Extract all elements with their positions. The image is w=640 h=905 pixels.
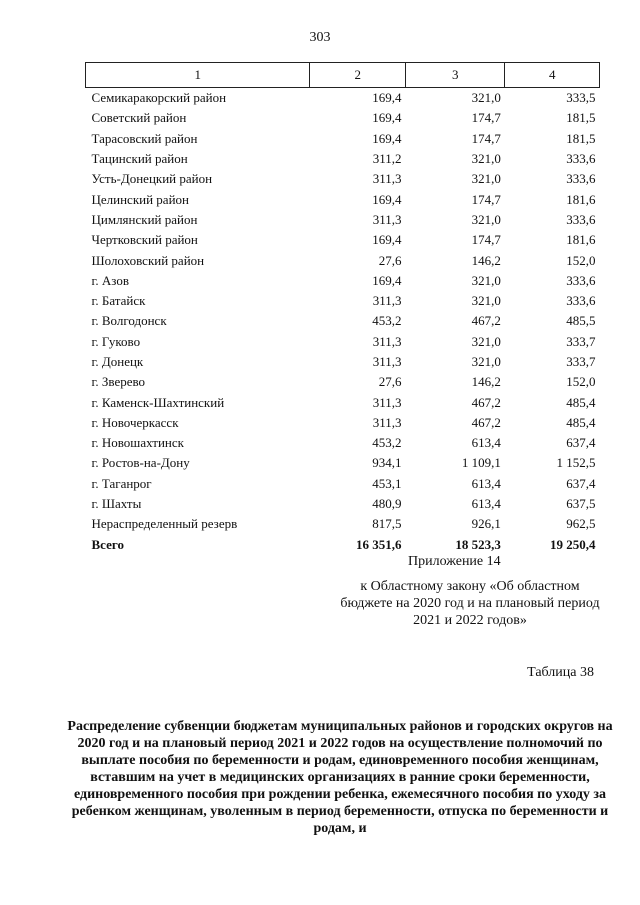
table-row	[86, 453, 600, 473]
district-name: г. Шахты	[91, 496, 142, 512]
value-2020: 311,3	[372, 394, 402, 410]
total-district-name: Всего	[91, 536, 124, 552]
table-row	[86, 413, 600, 433]
value-2021: 146,2	[471, 252, 501, 268]
value-2022: 333,6	[566, 211, 596, 227]
value-2020: 169,4	[372, 232, 402, 248]
district-name: г. Ростов-на-Дону	[91, 455, 190, 471]
value-2021: 613,4	[471, 496, 501, 512]
table-row	[86, 230, 600, 250]
value-2021: 467,2	[471, 313, 501, 329]
table-row	[86, 129, 600, 149]
value-2021: 467,2	[471, 394, 501, 410]
value-2022: 181,5	[566, 130, 596, 146]
value-2020: 453,2	[372, 313, 402, 329]
district-name: Тацинский район	[91, 151, 188, 167]
value-2022: 333,6	[566, 151, 596, 167]
table-row	[86, 271, 600, 291]
appendix-subtitle: к Областному закону «Об областном бюджете на 2020 год и на плановый период 2021 и 2022 годов»	[340, 579, 600, 628]
table-header-row	[86, 63, 600, 88]
value-2022: 333,6	[566, 293, 596, 309]
district-name: г. Волгодонск	[91, 313, 167, 329]
district-name: г. Новошахтинск	[91, 435, 184, 451]
value-2020: 480,9	[372, 496, 402, 512]
table-row	[86, 474, 600, 494]
table-row	[86, 352, 600, 372]
value-2020: 169,4	[372, 191, 402, 207]
header-col-3: 3	[406, 63, 505, 88]
table-body	[86, 88, 600, 555]
value-2021: 321,0	[471, 171, 501, 187]
value-2020: 817,5	[372, 516, 402, 532]
value-2021: 321,0	[471, 151, 501, 167]
value-2020: 169,4	[372, 110, 402, 126]
value-2022: 333,6	[566, 272, 596, 288]
header-col-1: 1	[86, 63, 310, 88]
table-row	[86, 250, 600, 270]
table-row	[86, 88, 600, 109]
table-label: Таблица 38	[527, 665, 594, 680]
value-2020: 169,4	[372, 130, 402, 146]
table-row	[86, 392, 600, 412]
table-row	[86, 149, 600, 169]
district-name: Чертковский район	[91, 232, 198, 248]
value-2022: 1 152,5	[556, 455, 596, 471]
value-2020: 311,3	[372, 211, 402, 227]
value-2021: 174,7	[471, 191, 501, 207]
value-2020: 27,6	[378, 374, 402, 390]
value-2021: 321,0	[471, 293, 501, 309]
value-2022: 152,0	[566, 252, 596, 268]
value-2021: 321,0	[471, 272, 501, 288]
subsidy-table	[85, 62, 600, 555]
value-2020: 169,4	[372, 272, 402, 288]
district-name: Усть-Донецкий район	[91, 171, 213, 187]
value-2022: 333,6	[566, 171, 596, 187]
value-2020: 311,3	[372, 354, 402, 369]
value-2022: 637,4	[566, 435, 596, 451]
value-2021: 1 109,1	[461, 455, 501, 471]
value-2022: 333,7	[566, 333, 596, 349]
district-name: Семикаракорский район	[91, 90, 227, 106]
table-row	[86, 332, 600, 352]
appendix-title: Приложение 14	[408, 554, 501, 569]
table-row	[86, 210, 600, 230]
value-2022: 333,7	[566, 354, 596, 369]
value-2022: 962,5	[566, 516, 596, 532]
district-name: Советский район	[91, 110, 187, 126]
value-2021: 467,2	[471, 414, 501, 430]
district-name: г. Каменск-Шахтинский	[91, 394, 225, 410]
district-name: г. Азов	[91, 272, 129, 288]
value-2021: 321,0	[471, 90, 501, 106]
table-row	[86, 108, 600, 128]
table-row	[86, 372, 600, 392]
value-2020: 311,3	[372, 414, 402, 430]
district-name: г. Новочеркасск	[91, 414, 179, 430]
district-name: Цимлянский район	[91, 211, 198, 227]
district-name: Тарасовский район	[91, 130, 198, 146]
total-value-2021: 18 523,3	[455, 536, 501, 552]
value-2022: 637,5	[566, 496, 596, 512]
total-value-2022: 19 250,4	[550, 536, 596, 552]
value-2021: 146,2	[471, 374, 501, 390]
value-2022: 637,4	[566, 475, 596, 491]
table-row	[86, 189, 600, 209]
value-2021: 613,4	[471, 435, 501, 451]
value-2020: 311,3	[372, 333, 402, 349]
value-2020: 311,3	[372, 293, 402, 309]
value-2022: 181,6	[566, 232, 596, 248]
value-2021: 174,7	[471, 130, 501, 146]
value-2022: 152,0	[566, 374, 596, 390]
table-row	[86, 433, 600, 453]
value-2022: 181,5	[566, 110, 596, 126]
district-name: г. Зверево	[91, 374, 146, 390]
value-2020: 311,2	[372, 151, 402, 167]
value-2020: 27,6	[378, 252, 402, 268]
table-row	[86, 311, 600, 331]
district-name: Шолоховский район	[91, 252, 205, 268]
total-value-2020: 16 351,6	[356, 536, 402, 552]
table-heading: Распределение субвенции бюджетам муниципальных районов и городских округов на 2020 год и на плановый период 2021 и 2022 годов на осуществление полномочий по выплате пособия по беременности и родам, единовременного пособия женщинам, вставшим на учет в медицинских организациях в ранние сроки беременности, единовременного пособия при рождении ребенка, ежемесячного пособия по уходу за ребенком женщинам, уволенным в период беременности, отпуска по беременности и родам, и	[67, 719, 613, 836]
value-2020: 453,2	[372, 435, 402, 451]
table-row	[86, 514, 600, 534]
value-2021: 321,0	[471, 333, 501, 349]
table-row	[86, 169, 600, 189]
value-2021: 321,0	[471, 354, 501, 369]
value-2020: 311,3	[372, 171, 402, 187]
value-2022: 485,5	[566, 313, 596, 329]
value-2022: 333,5	[566, 90, 596, 106]
value-2020: 453,1	[372, 475, 402, 491]
value-2021: 174,7	[471, 232, 501, 248]
value-2021: 321,0	[471, 211, 501, 227]
value-2022: 485,4	[566, 414, 596, 430]
district-name: г. Гуково	[91, 333, 141, 349]
value-2022: 181,6	[566, 191, 596, 207]
district-name: Целинский район	[91, 191, 189, 207]
header-col-4: 4	[505, 63, 600, 88]
value-2022: 485,4	[566, 394, 596, 410]
district-name: Нераспределенный резерв	[91, 516, 238, 532]
header-col-2: 2	[310, 63, 406, 88]
value-2021: 613,4	[471, 475, 501, 491]
value-2020: 169,4	[372, 90, 402, 106]
table-row	[86, 291, 600, 311]
district-name: г. Батайск	[91, 293, 146, 309]
value-2020: 934,1	[372, 455, 402, 471]
value-2021: 174,7	[471, 110, 501, 126]
district-name: г. Донецк	[91, 354, 144, 369]
table-total-row	[86, 535, 600, 555]
page-number: 303	[309, 30, 331, 45]
district-name: г. Таганрог	[91, 475, 152, 491]
value-2021: 926,1	[471, 516, 501, 532]
table-row	[86, 494, 600, 514]
